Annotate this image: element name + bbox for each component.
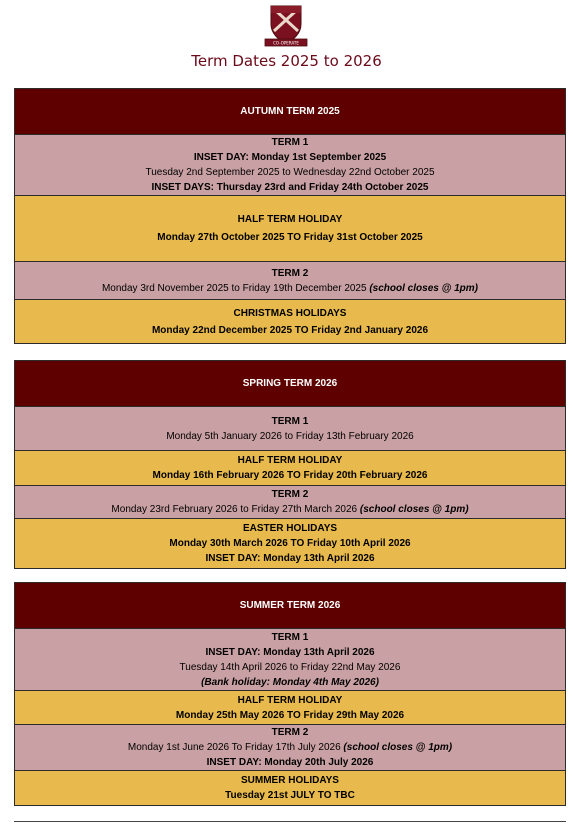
spring-term-table [14,360,566,569]
spring-term2-cell [15,486,566,519]
autumn-term-table [14,88,566,344]
summer-term2-note: (school closes @ 1pm) [343,742,453,753]
spring-holiday-dates: Monday 30th March 2026 TO Friday 10th April 2026 [169,538,411,549]
autumn-half-term-cell [15,196,566,262]
spring-half-term-label: HALF TERM HOLIDAY [237,455,343,466]
spring-holiday-label: EASTER HOLIDAYS [242,523,338,534]
spring-holiday-inset: INSET DAY: Monday 13th April 2026 [205,553,375,564]
autumn-term-header: AUTUMN TERM 2025 [15,89,566,135]
autumn-term1-dates: Tuesday 2nd September 2025 to Wednesday 22nd October 2025 [145,167,435,178]
spring-term1-dates: Monday 5th January 2026 to Friday 13th February 2026 [166,430,414,442]
spring-term2-dates: Monday 23rd February 2026 to Friday 27th March 2026 [111,504,358,515]
autumn-term1-inset1: INSET DAY: Monday 1st September 2025 [193,152,387,163]
autumn-term2-note: (school closes @ 1pm) [369,282,479,294]
summer-half-term-label: HALF TERM HOLIDAY [237,694,343,706]
summer-term1-dates: Tuesday 14th April 2026 to Friday 22nd May 2026 [179,661,401,673]
autumn-term2-label: TERM 2 [271,267,309,279]
summer-term2-dates: Monday 1st June 2026 To Friday 17th July 2026 [127,742,341,753]
summer-half-term-dates: Monday 25th May 2026 TO Friday 29th May 2026 [175,709,405,721]
summer-term-header: SUMMER TERM 2026 [15,583,566,629]
page-title: Term Dates 2025 to 2026 [191,52,382,70]
spring-half-term-cell [15,451,566,486]
spring-term2-label: TERM 2 [271,489,309,500]
bottom-divider [14,821,566,822]
spring-half-term-dates: Monday 16th February 2026 TO Friday 20th February 2026 [152,470,428,481]
summer-term2-inset: INSET DAY: Monday 20th July 2026 [206,757,374,768]
spring-holiday-cell [15,519,566,569]
school-crest-logo [263,4,309,48]
autumn-half-term-dates: Monday 27th October 2025 TO Friday 31st October 2025 [157,232,423,243]
spring-term2-note: (school closes @ 1pm) [359,504,469,515]
summer-term1-label: TERM 1 [271,631,309,643]
spring-term1-label: TERM 1 [271,415,309,427]
summer-term2-label: TERM 2 [271,727,309,738]
summer-term1-inset: INSET DAY: Monday 13th April 2026 [205,646,375,658]
crest-motto: CO-OPERATE [273,40,299,46]
autumn-half-term-label: HALF TERM HOLIDAY [237,214,343,225]
summer-half-term-cell [15,691,566,725]
summer-holiday-label: SUMMER HOLIDAYS [241,775,339,786]
autumn-term2-dates: Monday 3rd November 2025 to Friday 19th December 2025 [101,282,367,294]
autumn-term1-inset2: INSET DAYS: Thursday 23rd and Friday 24th October 2025 [151,182,429,193]
summer-term1-note: (Bank holiday: Monday 4th May 2026) [201,676,379,688]
autumn-term2-cell [15,262,566,300]
summer-term2-cell [15,725,566,771]
autumn-holiday-dates: Monday 22nd December 2025 TO Friday 2nd January 2026 [151,324,429,336]
summer-holiday-dates: Tuesday 21st JULY TO TBC [225,790,355,801]
autumn-holiday-cell [15,300,566,344]
autumn-holiday-label: CHRISTMAS HOLIDAYS [233,307,347,319]
spring-term1-cell [15,407,566,451]
autumn-term1-cell [15,135,566,196]
autumn-term1-label: TERM 1 [271,137,309,148]
spring-term-header: SPRING TERM 2026 [15,361,566,407]
summer-term1-cell [15,629,566,691]
summer-term-table [14,582,566,806]
summer-holiday-cell [15,771,566,806]
